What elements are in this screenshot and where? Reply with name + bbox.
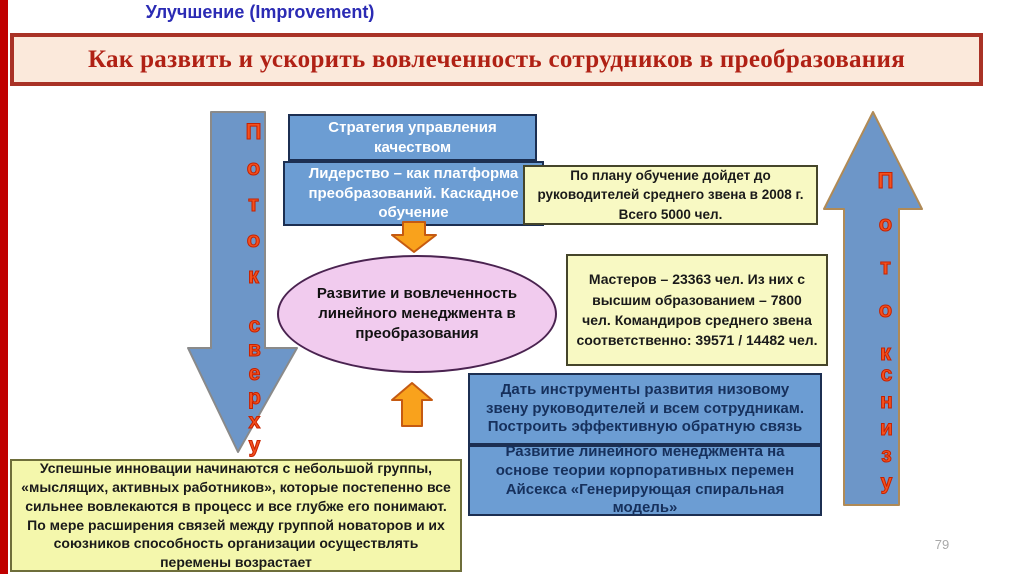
innovation-note	[10, 459, 462, 572]
central-ellipse-text: Развитие и вовлеченность линейного менеджмента в преобразования	[316, 284, 518, 343]
central-ellipse	[277, 255, 557, 373]
leadership-box	[283, 161, 544, 226]
connector-up-arrow	[391, 381, 434, 428]
flow-down-label-top: Поток	[241, 119, 266, 299]
leadership-box-text: Лидерство – как платформа преобразований. Каскадное обучение	[308, 165, 519, 222]
innovation-note-text: Успешные инновации начинаются с небольшой группы, «мыслящих, активных работников», которые постепенно все сильнее вовлекаются в процесс и все глубже его понимают. По мере расширения связей между группой новаторов и их союзников способность организации осуществлять перемены возрастает	[21, 460, 451, 570]
flow-up-label-bottom: снизу	[875, 362, 898, 498]
strategy-box-text: Стратегия управления качеством	[328, 119, 497, 156]
strategy-box	[288, 114, 537, 161]
plan-note	[523, 165, 818, 225]
slide-kicker: Улучшение (Improvement)	[145, 2, 375, 22]
page-number: 79	[934, 537, 950, 552]
slide-title: Как развить и ускорить вовлеченность сотрудников в преобразования	[87, 45, 906, 73]
masters-note-text: Мастеров – 23363 чел. Из них с высшим образованием – 7800 чел. Командиров среднего звена соответственно: 39571 / 14482 чел.	[576, 271, 818, 349]
connector-down-arrow	[391, 221, 438, 254]
tools-box	[468, 373, 822, 445]
spiral-box-text: Развитие линейного менеджмента на основе теории корпоративных перемен Айсекса «Генерирующая спиральная модель»	[495, 443, 795, 517]
tools-box-text: Дать инструменты развития низовому звену руководителей и всем сотрудникам. Построить эффективную обратную связь	[486, 380, 804, 436]
flow-up-label-top: Поток	[873, 168, 898, 383]
masters-note	[566, 254, 828, 366]
plan-note-text: По плану обучение дойдет до руководителей среднего звена в 2008 г. Всего 5000 чел.	[537, 167, 804, 222]
spiral-box	[468, 445, 822, 516]
left-accent-stripe	[0, 0, 8, 574]
flow-down-label-bottom: сверху	[243, 314, 266, 458]
slide-title-box	[10, 33, 983, 86]
